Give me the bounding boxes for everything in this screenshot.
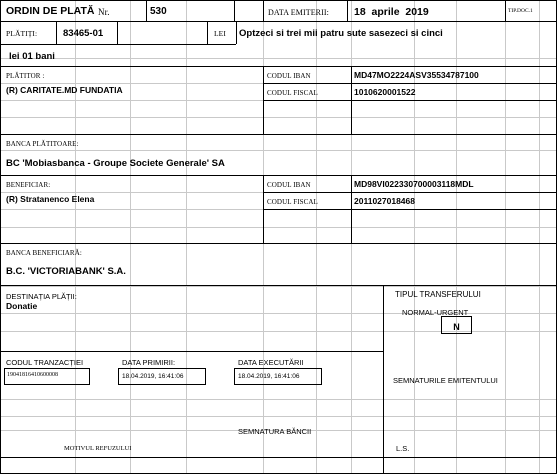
beneficiary-bank-label: BANCA BENEFICIARĂ: <box>6 249 82 257</box>
transaction-code-label: CODUL TRANZACȚIEI <box>6 358 84 367</box>
number-label: Nr. <box>98 7 110 17</box>
beneficiary-iban-value: MD98VI022330700003118MDL <box>354 179 474 189</box>
date-executed-box <box>234 368 322 385</box>
amount-label: PLĂTIȚI: <box>6 29 38 38</box>
amount-value: 83465-01 <box>63 28 104 39</box>
payer-label: PLĂTITOR : <box>6 72 45 80</box>
date-issued-value: 18 aprile 2019 <box>354 6 429 18</box>
document-title: ORDIN DE PLATĂ <box>6 5 95 17</box>
date-executed-value: 18.04.2019, 16:41:06 <box>238 373 300 380</box>
transfer-mode-label: NORMAL-URGENT <box>402 308 469 317</box>
date-executed-label: DATA EXECUTĂRII <box>238 358 304 367</box>
transaction-code-value: 19041816410600008 <box>7 372 58 378</box>
transfer-mode-value: N <box>453 322 460 332</box>
beneficiary-fiscal-label: CODUL FISCAL <box>267 198 318 206</box>
beneficiary-iban-label: CODUL IBAN <box>267 181 311 189</box>
payer-bank-name: BC 'Mobiasbanca - Groupe Societe Generale' SA <box>6 158 225 169</box>
ls-label: L.S. <box>396 444 410 453</box>
issuer-signatures-label: SEMNATURILE EMITENTULUI <box>393 376 498 385</box>
date-received-box <box>118 368 206 385</box>
currency-label: LEI <box>214 29 226 38</box>
number-value: 530 <box>150 6 167 17</box>
payment-purpose-label: DESTINAȚIA PLĂȚII: <box>6 292 77 301</box>
payer-fiscal-label: CODUL FISCAL <box>267 89 318 97</box>
payer-name: (R) CARITATE.MD FUNDATIA <box>6 85 123 95</box>
amount-in-words-line1: Optzeci si trei mii patru sute sasezeci si cinci <box>239 28 443 39</box>
date-received-label: DATA PRIMIRII: <box>122 358 176 367</box>
amount-in-words-line2: lei 01 bani <box>9 51 55 62</box>
payer-iban-label: CODUL IBAN <box>267 72 311 80</box>
payment-purpose-value: Donatie <box>6 301 38 311</box>
refusal-reason-label: MOTIVUL REFUZULUI <box>64 445 132 452</box>
payer-fiscal-value: 1010620001522 <box>354 87 416 97</box>
payer-bank-label: BANCA PLĂTITOARE: <box>6 140 79 148</box>
payer-iban-value: MD47MO2224ASV35534787100 <box>354 70 479 80</box>
beneficiary-label: BENEFICIAR: <box>6 181 51 189</box>
bank-signature-label: SEMNATURA BĂNCII <box>238 427 312 436</box>
transfer-mode-box <box>441 316 472 334</box>
date-issued-label: DATA EMITERII: <box>268 8 329 17</box>
transfer-type-label: TIPUL TRANSFERULUI <box>395 290 481 299</box>
date-received-value: 18.04.2019, 16:41:06 <box>122 373 184 380</box>
beneficiary-name: (R) Stratanenco Elena <box>6 194 95 204</box>
beneficiary-bank-name: B.C. 'VICTORIABANK' S.A. <box>6 266 126 277</box>
doc-type-label: TIP.DOC.1 <box>508 8 533 14</box>
transaction-code-box <box>4 368 90 385</box>
beneficiary-fiscal-value: 2011027018468 <box>354 196 415 206</box>
